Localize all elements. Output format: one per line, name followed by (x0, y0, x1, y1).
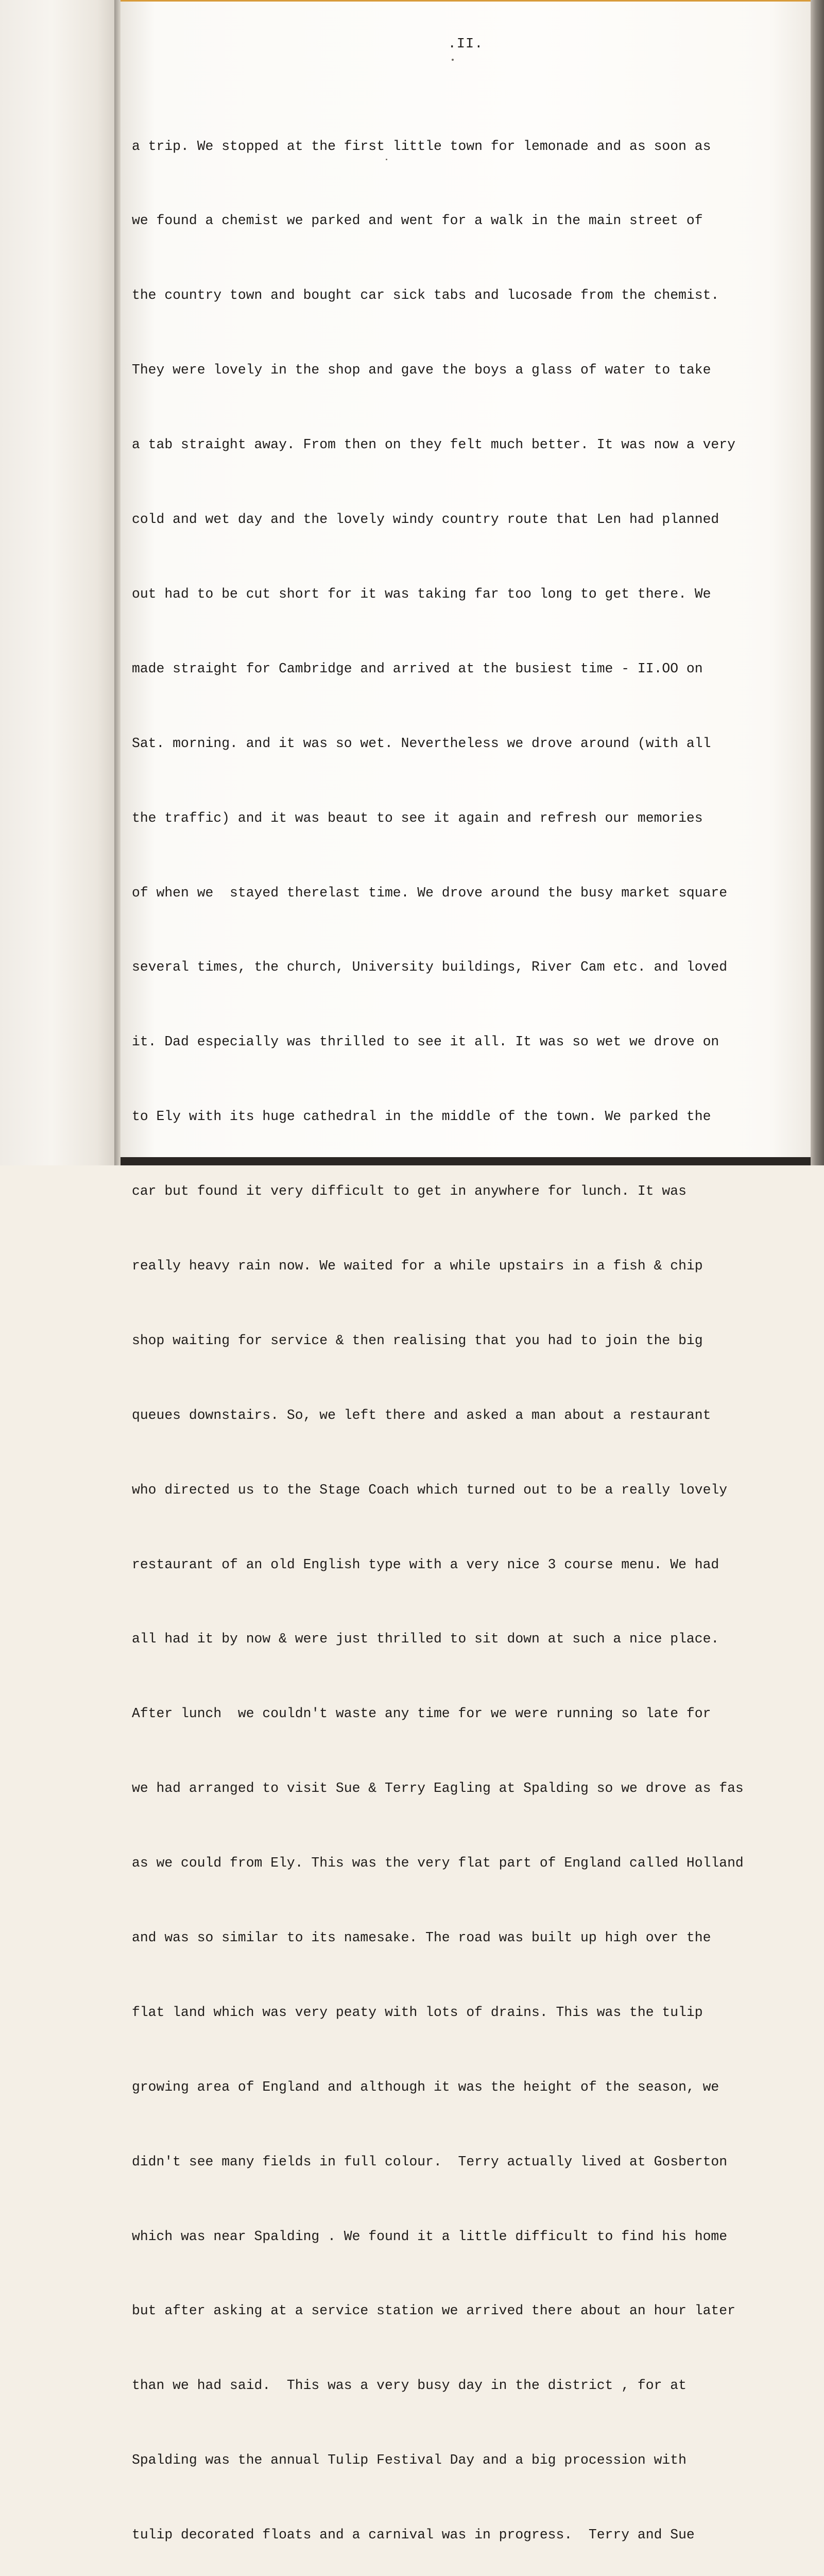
binding-spine (114, 0, 121, 1165)
text-line: a trip. We stopped at the first little town for lemonade and as soon as (132, 138, 711, 154)
text-line: it. Dad especially was thrilled to see it all. It was so wet we drove on (132, 1034, 719, 1050)
text-line: didn't see many fields in full colour. Terry actually lived at Gosberton (132, 2154, 728, 2170)
page-number: .II. (448, 37, 484, 52)
text-line: who directed us to the Stage Coach which turned out to be a really lovely (132, 1482, 728, 1498)
text-line: we had arranged to visit Sue & Terry Eagling at Spalding so we drove as fas (132, 1781, 744, 1797)
text-line: really heavy rain now. We waited for a while upstairs in a fish & chip (132, 1258, 703, 1274)
typed-body-text (132, 84, 808, 2576)
ink-speck (452, 59, 454, 61)
text-line: After lunch we couldn't waste any time for we were running so late for (132, 1706, 711, 1722)
text-line: queues downstairs. So, we left there and asked a man about a restaurant (132, 1407, 711, 1423)
text-line: several times, the church, University buildings, River Cam etc. and loved (132, 959, 728, 975)
text-line: as we could from Ely. This was the very flat part of England called Holland (132, 1855, 744, 1871)
text-line: Spalding was the annual Tulip Festival Day and a big procession with (132, 2452, 686, 2468)
text-line: They were lovely in the shop and gave the boys a glass of water to take (132, 362, 711, 378)
text-line: which was near Spalding . We found it a little difficult to find his home (132, 2228, 728, 2244)
text-line: of when we stayed therelast time. We drove around the busy market square (132, 885, 728, 901)
text-line: all had it by now & were just thrilled to sit down at such a nice place. (132, 1631, 719, 1647)
text-line: tulip decorated floats and a carnival was in progress. Terry and Sue (132, 2527, 695, 2543)
text-line: and was so similar to its namesake. The road was built up high over the (132, 1929, 711, 1945)
facing-page-edge (0, 0, 114, 1165)
text-line: flat land which was very peaty with lots of drains. This was the tulip (132, 2004, 703, 2020)
text-line: growing area of England and although it was the height of the season, we (132, 2079, 719, 2095)
text-line: car but found it very difficult to get in anywhere for lunch. It was (132, 1183, 686, 1199)
text-line: to Ely with its huge cathedral in the middle of the town. We parked the (132, 1109, 711, 1125)
text-line: out had to be cut short for it was taking far too long to get there. We (132, 586, 711, 602)
text-line: the traffic) and it was beaut to see it again and refresh our memories (132, 810, 703, 826)
page-bottom-edge (121, 1157, 811, 1165)
text-line: shop waiting for service & then realising that you had to join the big (132, 1332, 703, 1348)
typed-page (121, 0, 811, 2543)
text-line: a tab straight away. From then on they felt much better. It was now a very (132, 437, 735, 453)
text-line: restaurant of an old English type with a very nice 3 course menu. We had (132, 1556, 719, 1572)
text-line: but after asking at a service station we arrived there about an hour later (132, 2303, 735, 2319)
text-line: than we had said. This was a very busy day in the district , for at (132, 2378, 686, 2394)
text-line: Sat. morning. and it was so wet. Nevertheless we drove around (with all (132, 735, 711, 751)
page-right-edge (811, 0, 824, 1165)
text-line: the country town and bought car sick tabs and lucosade from the chemist. (132, 287, 719, 303)
text-line: cold and wet day and the lovely windy country route that Len had planned (132, 512, 719, 528)
text-line: we found a chemist we parked and went for a walk in the main street of (132, 213, 703, 229)
text-line: made straight for Cambridge and arrived at the busiest time - II.OO on (132, 660, 703, 676)
